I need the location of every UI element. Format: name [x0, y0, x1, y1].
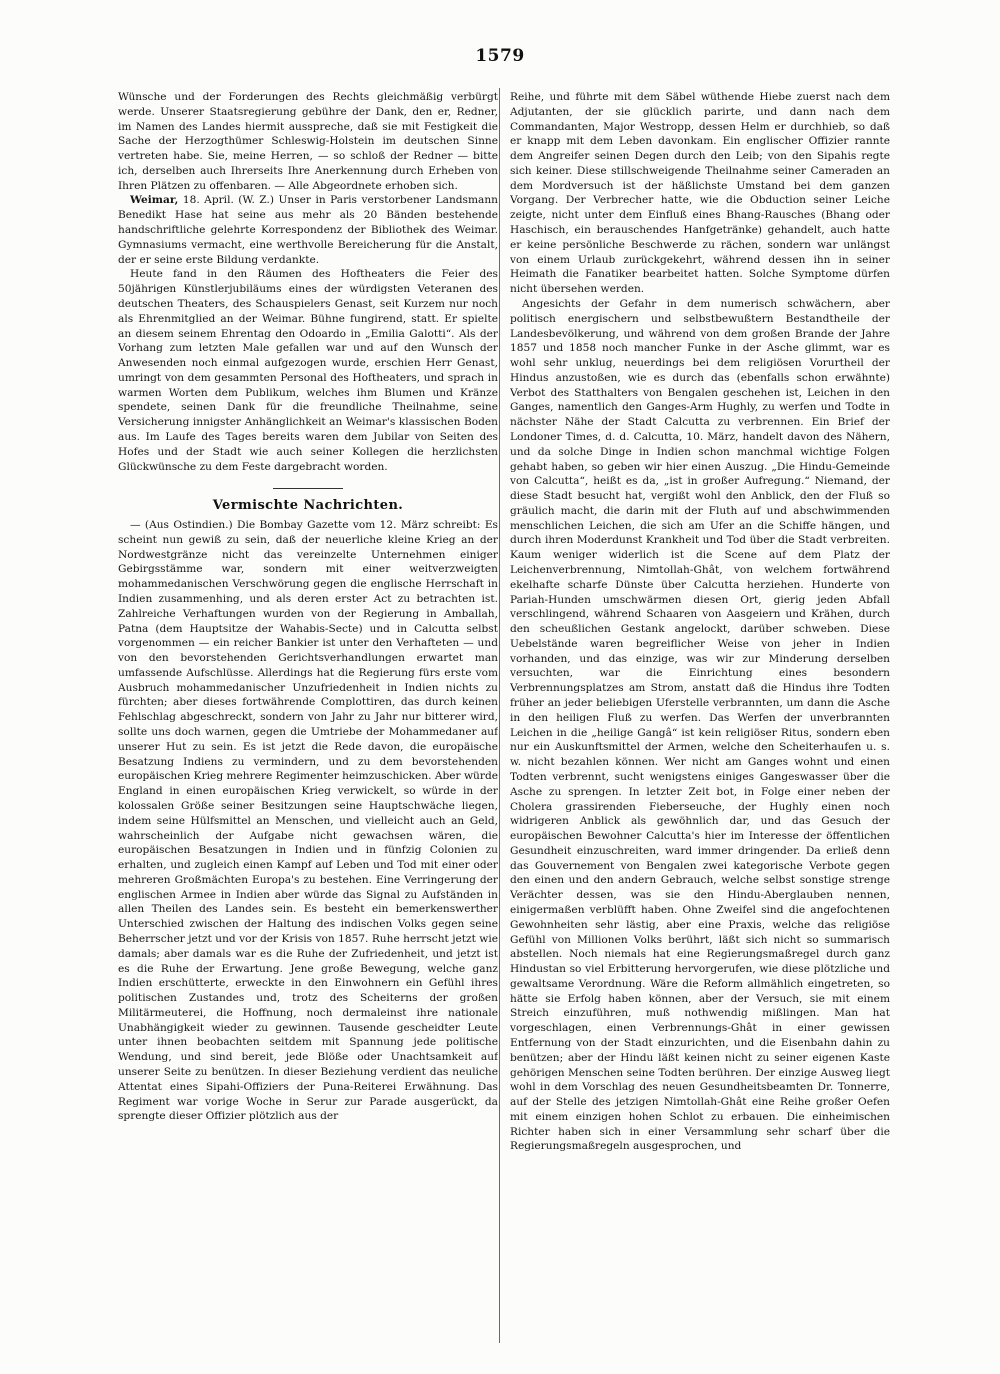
paragraph-schleswig-holstein: Wünsche und der Forderungen des Rechts gleichmäßig verbürgt werde. Unserer Staatsregierung gebühre der Dank, den er, Redner, im Namen des Landes hiermit ausspreche, daß sie mit Festigkeit die Sache der Herzogthümer Schleswig-Holstein im deutschen Sinne vertreten habe. Sie, meine Herren, — so schloß der Redner — bitte ich, derselben auch Ihrerseits Ihre Anerkennung durch Erheben von Ihren Plätzen zu offenbaren. — Alle Abgeordnete erhoben sich. — [118, 91, 498, 192]
left-column — [118, 90, 498, 1350]
paragraph-weimar-hase-text: 18. April. (W. Z.) Unser in Paris verstorbener Landsmann Benedikt Hase hat seine aus mehr als 20 Bänden bestehende handschriftliche gelehrte Korrespondenz der Bibliothek des Weimar. Gymnasiums vermacht, eine werthvolle Bereicherung für die Anstalt, der er seine erste Bildung verdankte. — [118, 194, 498, 266]
column-rule — [499, 88, 500, 1343]
page-number: 1579 — [475, 46, 525, 66]
section-heading: Vermischte Nachrichten. — [212, 498, 404, 514]
paragraph-genast-jubilee: Heute fand in den Räumen des Hoftheaters die Feier des 50jährigen Künstlerjubiläums eines der würdigsten Veteranen des deutschen Theaters, des Schauspielers Genast, seit Kurzem nur noch als Ehrenmitglied an der Weimar. Bühne fungirend, statt. Er spielte an diesem seinem Ehrentag den Odoardo in „Emilia Galotti“. Als der Vorhang zum letzten Male gefallen war und auf den Wunsch der Anwesenden noch einmal aufgezogen wurde, erschien Herr Genast, umringt von dem gesammten Personal des Hoftheaters, und sprach in warmen Worten dem Publikum, welches ihm Blumen und Kränze spendete, seinen Dank für die freundliche Theilnahme, seine Versicherung innigster Anhänglichkeit an Weimar's klassischen Boden aus. Im Laufe des Tages bereits waren dem Jubilar von Seiten des Hofes und der Stadt wie auch seiner Kollegen die herzlichsten Glückwünsche zu dem Feste dargebracht worden. — [118, 268, 498, 473]
dateline-weimar: Weimar, — [130, 194, 179, 207]
paragraph-weimar-hase — [118, 193, 498, 267]
section-divider — [273, 488, 343, 489]
paragraph-calcutta-ganges: Angesichts der Gefahr in dem numerisch schwächern, aber politisch energischern und selbstbewußtern Bestandtheile der Landesbevölkerung, und während von dem großen Brande der Jahre 1857 und 1858 noch mancher Funke in der Asche glimmt, war es wohl sehr unklug, neuerdings bei dem religiösen Vorurtheil der Hindus anzustoßen, wie es durch das (ebenfalls schon erwähnte) Verbot des Statthalters von Bengalen geschehen ist, Leichen in den Ganges, namentlich den Ganges-Arm Hughly, zu werfen und Todte in nächster Nähe der Stadt Calcutta zu verbrennen. Ein Brief der Londoner Times, d. d. Calcutta, 10. März, handelt davon des Nähern, und da solche Dinge in Indien schon manchmal wichtige Folgen gehabt haben, so geben wir hier einen Auszug. „Die Hindu-Gemeinde von Calcutta“, heißt es da, „ist in großer Aufregung.“ Niemand, der diese Stadt besucht hat, vergißt wohl den Anblick, den der Fluß so gräulich macht, die darin mit der Fluth auf und abschwimmenden menschlichen Leichen, die sich am Ufer an die Schiffe hängen, und durch ihren Moderdunst Krankheit und Tod über die Stadt verbreiten. Kaum weniger widerlich ist die Scene auf dem Platz der Leichenverbrennung, Nimtollah-Ghât, von welchem fortwährend ekelhafte scharfe Dünste über Calcutta herziehen. Hunderte von Pariah-Hunden umschwärmen diesen Ort, gierig jeden Abfall verschlingend, während Schaaren von Aasgeiern und Krähen, durch den scheußlichen Gestank angelockt, darüber schweben. Diese Uebelstände waren begreiflicher Weise von jeher in Indien vorhanden, und das einzige, was wir zur Minderung derselben versuchten, war die Einrichtung eines besondern Verbrennungsplatzes am Strom, anstatt daß die Hindus ihre Todten früher an jeder beliebigen Uferstelle verbrannten, um dann die Asche in den heiligen Fluß zu werfen. Das Werfen der unverbrannten Leichen in die „heilige Gangâ“ ist kein religiöser Ritus, sondern eben nur ein Auskunftsmittel der Armen, welche den Scheiterhaufen u. s. w. nicht bezahlen können. Wer nicht am Ganges wohnt und einen Todten verbrennt, sucht wenigstens einiges Gangeswasser über die Asche zu sprengen. In letzter Zeit bot, in Folge einer neben der Cholera grassirenden Fieberseuche, der Hughly einen noch widrigeren Anblick als gewöhnlich dar, und das Gesuch der europäischen Bewohner Calcutta's hier im Interesse der öffentlichen Gesundheit einzuschreiten, ward immer dringender. Da erließ denn das Gouvernement von Bengalen zwei kategorische Verbote gegen den einen und den andern Gebrauch, welche selbst sonstige strenge Verächter dessen, was sie den Hindu-Aberglauben nennen, einigermaßen verblüfft haben. Ohne Zweifel sind die angefochtenen Gewohnheiten sehr lästig, aber eine Praxis, welche das religiöse Gefühl von Millionen Volks berührt, läßt sich nicht so summarisch abstellen. Noch niemals hat eine Regierungsmaßregel durch ganz Hindustan so viel Erbitterung hervorgerufen, wie diese plötzliche und gewaltsame Verordnung. Wäre die Reform allmählich eingetreten, so hätte sie Erfolg haben können, aber der Versuch, sie mit einem Streich einzuführen, muß nothwendig mißlingen. Man hat vorgeschlagen, einen Verbrennungs-Ghât in einer gewissen Entfernung von der Stadt einzurichten, und die Eisenbahn dahin zu benützen; aber der Hindu läßt keinen nicht zu seiner eigenen Kaste gehörigen Menschen seine Todten berühren. Der einzige Ausweg liegt wohl in dem Vorschlag des neuen Gesundheitsbeamten Dr. Tonnerre, auf der Stelle des jetzigen Nimtollah-Ghât eine Reihe großer Oefen mit einem einzigen hohen Schlot zu erbauen. Die einheimischen Richter haben sich in einer Versammlung sehr scharf über die Regierungsmaßregeln ausgesprochen, und — [510, 297, 890, 1153]
paragraph-sipahi-attack: Reihe, und führte mit dem Säbel wüthende Hiebe zuerst nach dem Adjutanten, der sie glücklich parirte, und dann nach dem Commandanten, Major Westropp, dessen Helm er durchhieb, so daß er knapp mit dem Leben davonkam. Ein englischer Offizier rannte dem Angreifer seinen Degen durch den Leib; von den Sipahis regte sich keiner. Diese stillschweigende Theilnahme seiner Cameraden an dem Mordversuch ist der häßlichste Umstand bei dem ganzen Vorgang. Der Verbrecher hatte, wie die Obduction seiner Leiche zeigte, nicht unter dem Einfluß eines Bhang-Rausches (Bhang oder Haschisch, ein berauschendes Hanfgetränke) gehandelt, auch hatte er keine persönliche Beschwerde zu rächen, sondern war unlängst von einem Urlaub zurückgekehrt, während dessen ihn in seiner Heimath die Fanatiker bearbeitet hatten. Solche Symptome dürfen nicht übersehen werden. — [510, 91, 890, 296]
paragraph-ostindien: — (Aus Ostindien.) Die Bombay Gazette vom 12. März schreibt: Es scheint nun gewiß zu sein, daß der neuerliche kleine Krieg an der Nordwestgränze nicht das vereinzelte Unternehmen einiger Gebirgsstämme war, sondern mit einer weitverzweigten mohammedanischen Verschwörung gegen die englische Herrschaft in Indien zusammenhing, und als deren erster Act zu betrachten ist. Zahlreiche Verhaftungen wurden von der Regierung in Amballah, Patna (dem Hauptsitze der Wahabis-Secte) und in Calcutta selbst vorgenommen — ein reicher Bankier ist unter den Verhafteten — und von den bevorstehenden Gerichtsverhandlungen erwartet man umfassende Aufschlüsse. Allerdings hat die Regierung fürs erste vom Ausbruch mohammedanischer Unzufriedenheit in Indien nichts zu fürchten; aber dieses fortwährende Complottiren, das durch keinen Fehlschlag abgeschreckt, sondern von Jahr zu Jahr nur bitterer wird, sollte uns doch warnen, gegen die Umtriebe der Mohammedaner auf unserer Hut zu sein. Es ist jetzt die Rede davon, die europäische Besatzung Indiens zu vermindern, und zu dem bevorstehenden europäischen Krieg mehrere Regimenter heimzuschicken. Aber würde England in einen europäischen Krieg verwickelt, so würde in der kolossalen Größe seiner Besitzungen seine Hauptschwäche liegen, indem seine Hülfsmittel an Menschen, und vielleicht auch an Geld, wahrscheinlich der Aufgabe nicht gewachsen wären, die europäischen Besatzungen in Indien und in fünfzig Colonien zu erhalten, und zugleich einen Kampf auf Leben und Tod mit einer oder mehreren Großmächten Europa's zu bestehen. Eine Verringerung der englischen Armee in Indien aber würde das Signal zu Aufständen in allen Theilen des Landes sein. Es besteht ein bemerkenswerther Unterschied zwischen der Haltung des indischen Volks gegen seine Beherrscher jetzt und vor der Krisis von 1857. Ruhe herrscht jetzt wie damals; aber damals war es die Ruhe der Zufriedenheit, und jetzt ist es die Ruhe der Erwartung. Jene große Bewegung, welche ganz Indien erschütterte, erweckte in den Einwohnern ein Gefühl ihres politischen Zustandes und, trotz des Scheiterns der großen Militärmeuterei, die Hoffnung, noch dermaleinst ihre nationale Unabhängigkeit wieder zu gewinnen. Tausende gescheidter Leute unter ihnen beobachten seitdem mit Spannung jede politische Wendung, und sind bereit, jede Blöße oder Unachtsamkeit auf unserer Seite zu benützen. In dieser Beziehung verdient das neuliche Attentat eines Sipahi-Offiziers der Puna-Reiterei Erwähnung. Das Regiment war vorige Woche in Serur zur Parade ausgerückt, da sprengte dieser Offizier plötzlich aus der — [118, 519, 498, 1123]
right-column — [510, 90, 890, 1350]
